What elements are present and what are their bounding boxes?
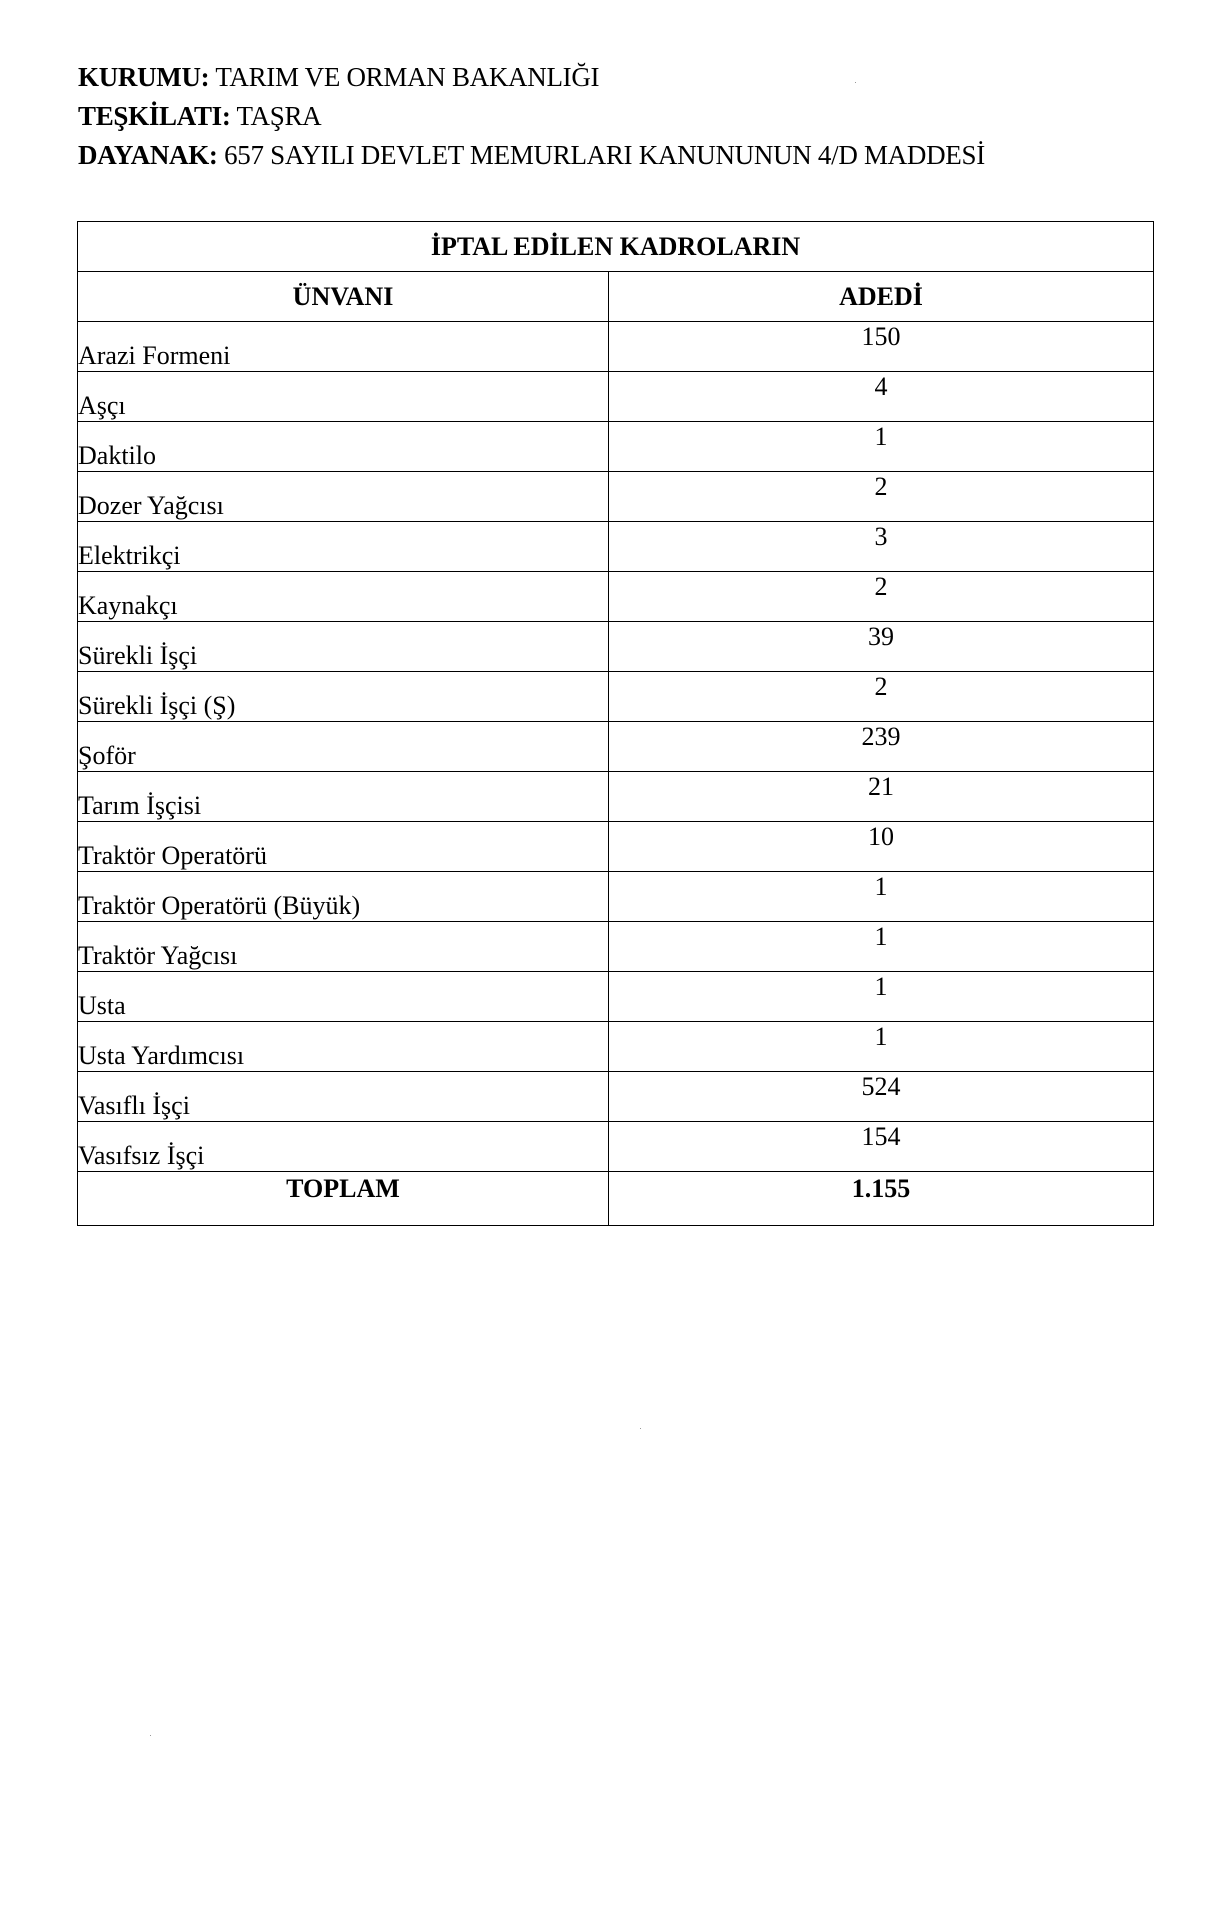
table-row (78, 322, 1154, 372)
table-caption: İPTAL EDİLEN KADROLARIN (78, 222, 1154, 272)
table-row (78, 922, 1154, 972)
position-title-cell: Traktör Operatörü (78, 822, 609, 872)
table-row (78, 472, 1154, 522)
cancelled-positions-table (77, 221, 1154, 1226)
column-header-title: ÜNVANI (78, 272, 609, 322)
position-count-cell: 150 (609, 322, 1154, 372)
table-row (78, 1072, 1154, 1122)
position-count-cell: 524 (609, 1072, 1154, 1122)
legal-basis-line (78, 136, 985, 175)
position-title-cell: Traktör Operatörü (Büyük) (78, 872, 609, 922)
position-count-cell: 1 (609, 1022, 1154, 1072)
position-title-cell: Şoför (78, 722, 609, 772)
position-count-cell: 2 (609, 472, 1154, 522)
position-count-cell: 4 (609, 372, 1154, 422)
total-row (78, 1172, 1154, 1226)
position-count-cell: 10 (609, 822, 1154, 872)
total-label: TOPLAM (78, 1172, 609, 1226)
table-row (78, 772, 1154, 822)
position-count-cell: 39 (609, 622, 1154, 672)
table-row (78, 972, 1154, 1022)
organization-label: TEŞKİLATI: (78, 101, 231, 131)
position-title-cell: Sürekli İşçi (Ş) (78, 672, 609, 722)
legal-basis-label: DAYANAK: (78, 140, 218, 170)
table-row (78, 1122, 1154, 1172)
table-row (78, 872, 1154, 922)
legal-basis-value: 657 SAYILI DEVLET MEMURLARI KANUNUNUN 4/D MADDESİ (224, 140, 985, 170)
position-title-cell: Aşçı (78, 372, 609, 422)
table-row (78, 622, 1154, 672)
institution-line (78, 58, 985, 97)
position-title-cell: Usta (78, 972, 609, 1022)
table-row (78, 1022, 1154, 1072)
table-row (78, 372, 1154, 422)
position-count-cell: 2 (609, 672, 1154, 722)
position-title-cell: Arazi Formeni (78, 322, 609, 372)
position-title-cell: Dozer Yağcısı (78, 472, 609, 522)
position-title-cell: Sürekli İşçi (78, 622, 609, 672)
table-caption-row (78, 222, 1154, 272)
table-row (78, 822, 1154, 872)
position-count-cell: 3 (609, 522, 1154, 572)
position-count-cell: 21 (609, 772, 1154, 822)
position-count-cell: 1 (609, 972, 1154, 1022)
table-row (78, 722, 1154, 772)
table-body (78, 322, 1154, 1172)
scan-speck (150, 1735, 151, 1736)
position-title-cell: Traktör Yağcısı (78, 922, 609, 972)
table-row (78, 672, 1154, 722)
position-count-cell: 1 (609, 872, 1154, 922)
table-row (78, 522, 1154, 572)
position-count-cell: 239 (609, 722, 1154, 772)
position-title-cell: Vasıflı İşçi (78, 1072, 609, 1122)
position-title-cell: Daktilo (78, 422, 609, 472)
organization-value: TAŞRA (236, 101, 322, 131)
position-title-cell: Kaynakçı (78, 572, 609, 622)
organization-line (78, 97, 985, 136)
table-header-row (78, 272, 1154, 322)
table-row (78, 572, 1154, 622)
institution-label: KURUMU: (78, 62, 210, 92)
position-count-cell: 1 (609, 922, 1154, 972)
institution-value: TARIM VE ORMAN BAKANLIĞI (215, 62, 600, 92)
position-title-cell: Vasıfsız İşçi (78, 1122, 609, 1172)
position-count-cell: 1 (609, 422, 1154, 472)
column-header-count: ADEDİ (609, 272, 1154, 322)
position-title-cell: Usta Yardımcısı (78, 1022, 609, 1072)
position-count-cell: 2 (609, 572, 1154, 622)
scan-speck (640, 1428, 641, 1429)
position-count-cell: 154 (609, 1122, 1154, 1172)
document-header (78, 58, 985, 175)
scan-speck (855, 82, 856, 83)
total-value: 1.155 (609, 1172, 1154, 1226)
position-title-cell: Tarım İşçisi (78, 772, 609, 822)
table-row (78, 422, 1154, 472)
position-title-cell: Elektrikçi (78, 522, 609, 572)
